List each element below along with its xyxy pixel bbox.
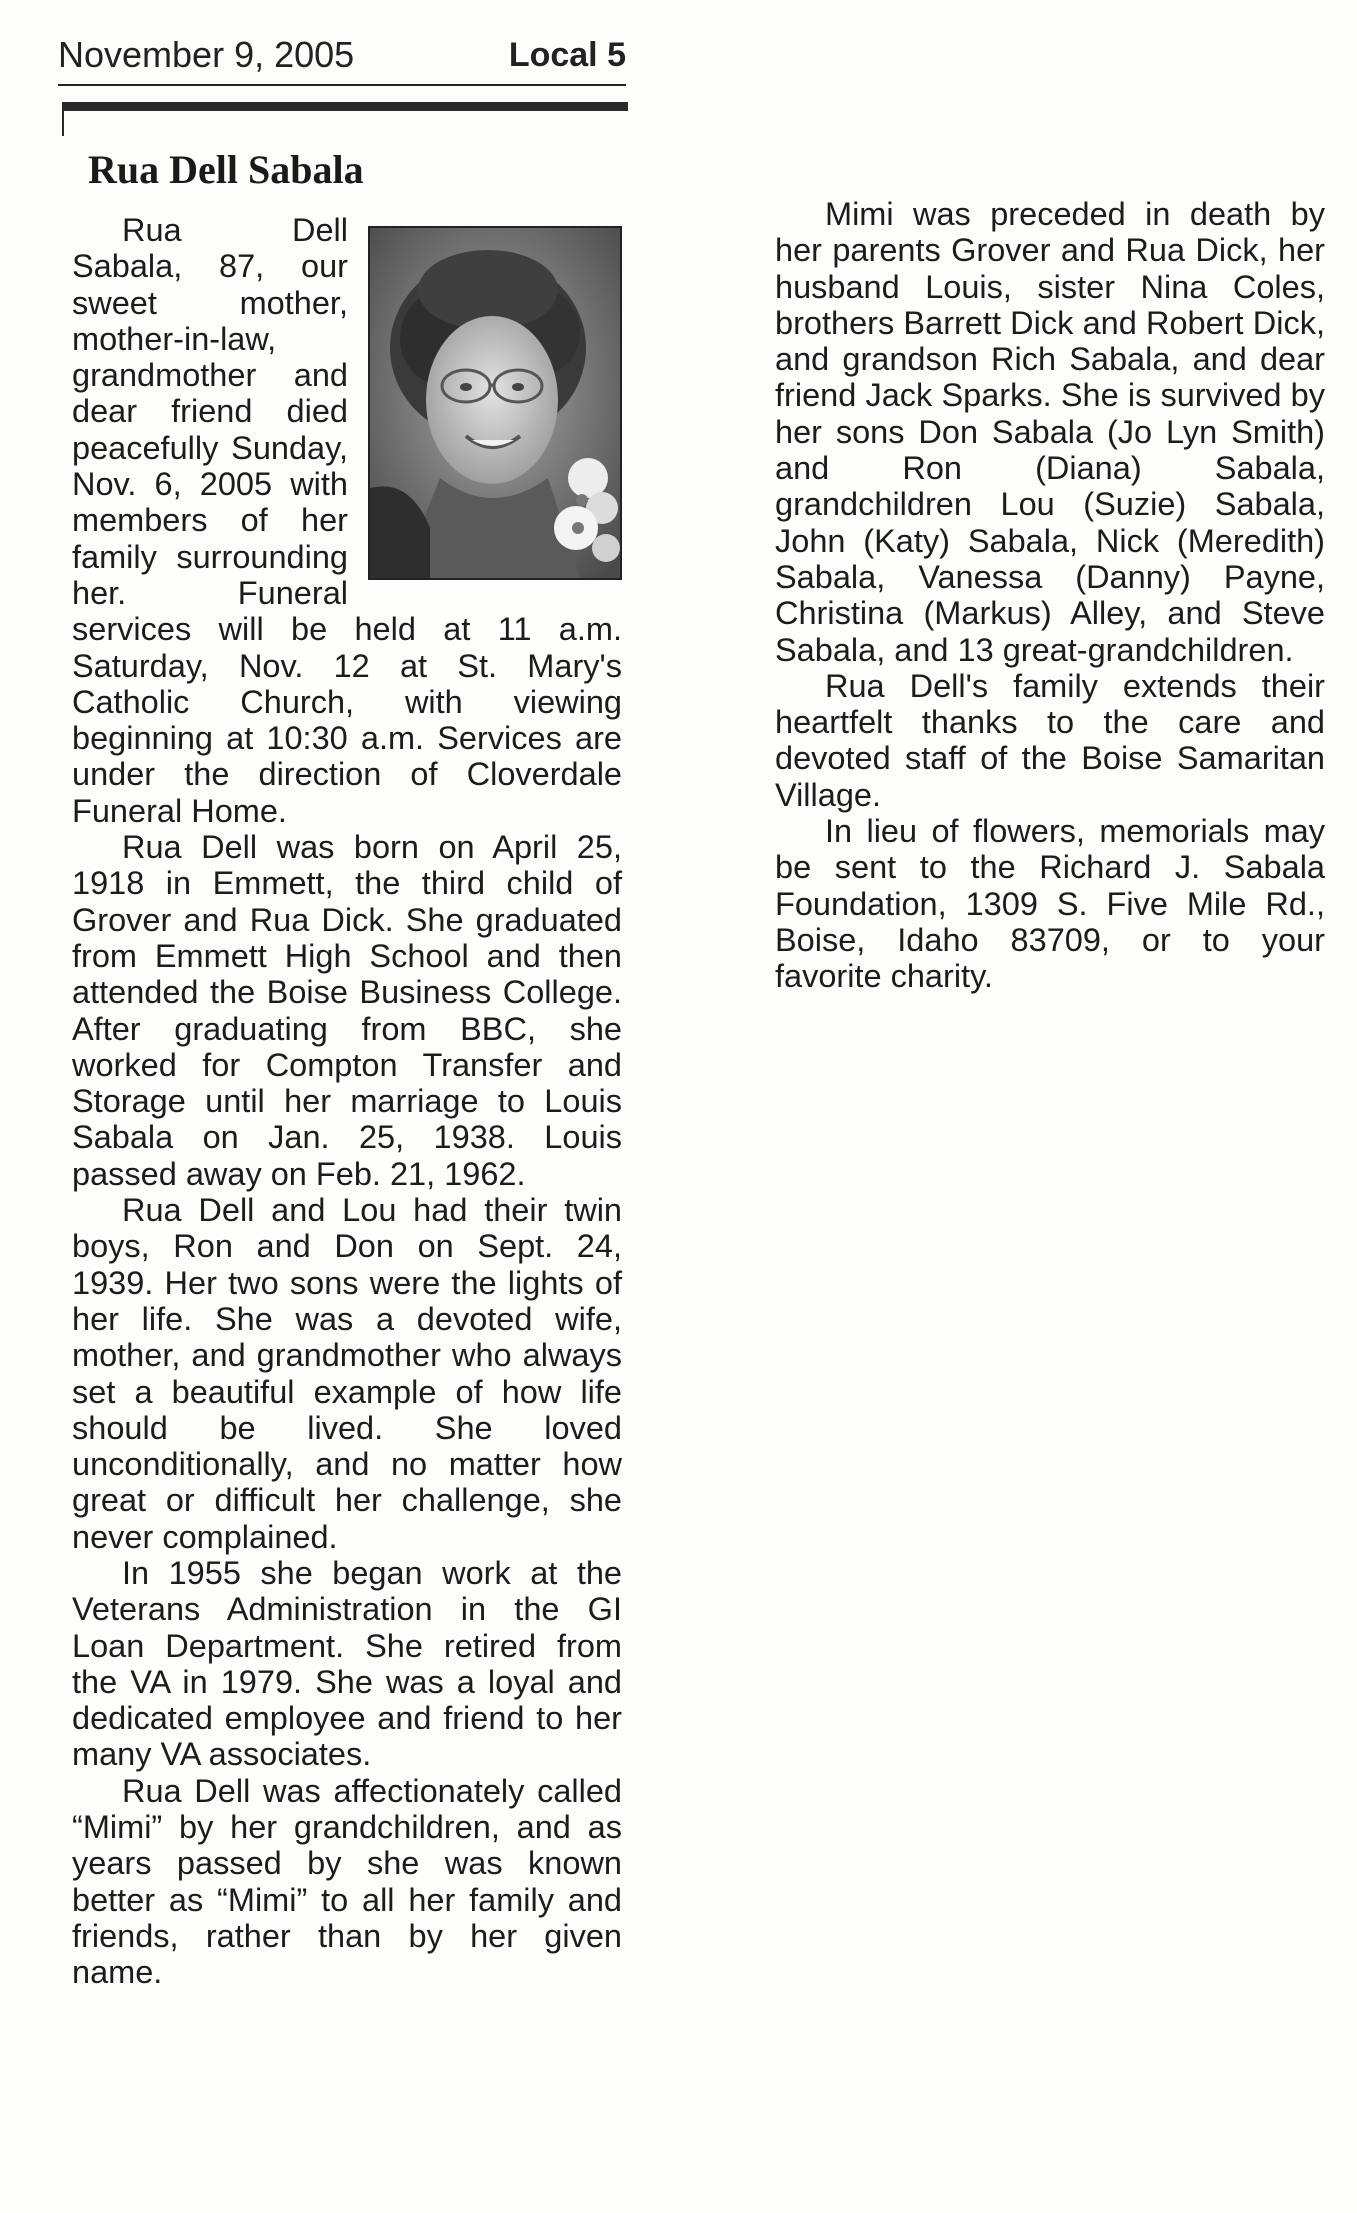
paragraph: Rua Dell was born on April 25, 1918 in Emmett, the third child of Grover and Rua Dick. She graduated from Emmett High School and then attended the Boise Business College. After graduating from BBC, she worked for Compton Transfer and Storage until her marriage to Louis Sabala on Jan. 25, 1938. Louis passed away on Feb. 21, 1962.: [72, 829, 622, 1192]
right-column: [775, 196, 1325, 995]
paragraph: Rua Dell and Lou had their twin boys, Ron and Don on Sept. 24, 1939. Her two sons were the lights of her life. She was a devoted wife, mother, and grandmother who always set a beautiful example of how life should be lived. She loved unconditionally, and no matter how great or difficult her challenge, she never complained.: [72, 1192, 622, 1555]
paragraph: In 1955 she began work at the Veterans Administration in the GI Loan Department. She retired from the VA in 1979. She was a loyal and dedicated employee and friend to her many VA associates.: [72, 1554, 622, 1773]
header-rule: [62, 102, 628, 111]
paragraph: Rua Dell Sabala, 87, our sweet mother, mother-in-law, grandmother and dear friend died peacefully Sunday, Nov. 6, 2005 with members of her family surrounding her. Funeral services will be held at 11 a.m. Saturday, Nov. 12 at St. Mary's Catholic Church, with viewing beginning at 10:30 a.m. Services are under the direction of Cloverdale Funeral Home.: [72, 212, 622, 829]
portrait-photo-icon: [368, 226, 622, 580]
publication-date: November 9, 2005: [58, 34, 355, 75]
left-column: [72, 212, 622, 1991]
paragraph: In lieu of flowers, memorials may be sent to the Richard J. Sabala Foundation, 1309 S. Five Mile Rd., Boise, Idaho 83709, or to your favorite charity.: [775, 813, 1325, 995]
page-header: [58, 28, 626, 86]
section-label: Local 5: [508, 36, 626, 74]
paragraph: Rua Dell was affectionately called “Mimi” by her grandchildren, and as years passed by she was known better as “Mimi” to all her family and friends, rather than by her given name.: [72, 1772, 622, 1991]
paragraph: Rua Dell's family extends their heartfelt thanks to the care and devoted staff of the Boise Samaritan Village.: [775, 667, 1325, 813]
paragraph: Mimi was preceded in death by her parents Grover and Rua Dick, her husband Louis, sister Nina Coles, brothers Barrett Dick and Robert Dick, and grandson Rich Sabala, and dear friend Jack Sparks. She is survived by her sons Don Sabala (Jo Lyn Smith) and Ron (Diana) Sabala, grandchildren Lou (Suzie) Sabala, John (Katy) Sabala, Nick (Meredith) Sabala, Vanessa (Danny) Payne, Christina (Markus) Alley, and Steve Sabala, and 13 great-grandchildren.: [775, 196, 1325, 668]
rule-tick: [62, 108, 64, 136]
obituary-headline: Rua Dell Sabala: [88, 147, 364, 192]
